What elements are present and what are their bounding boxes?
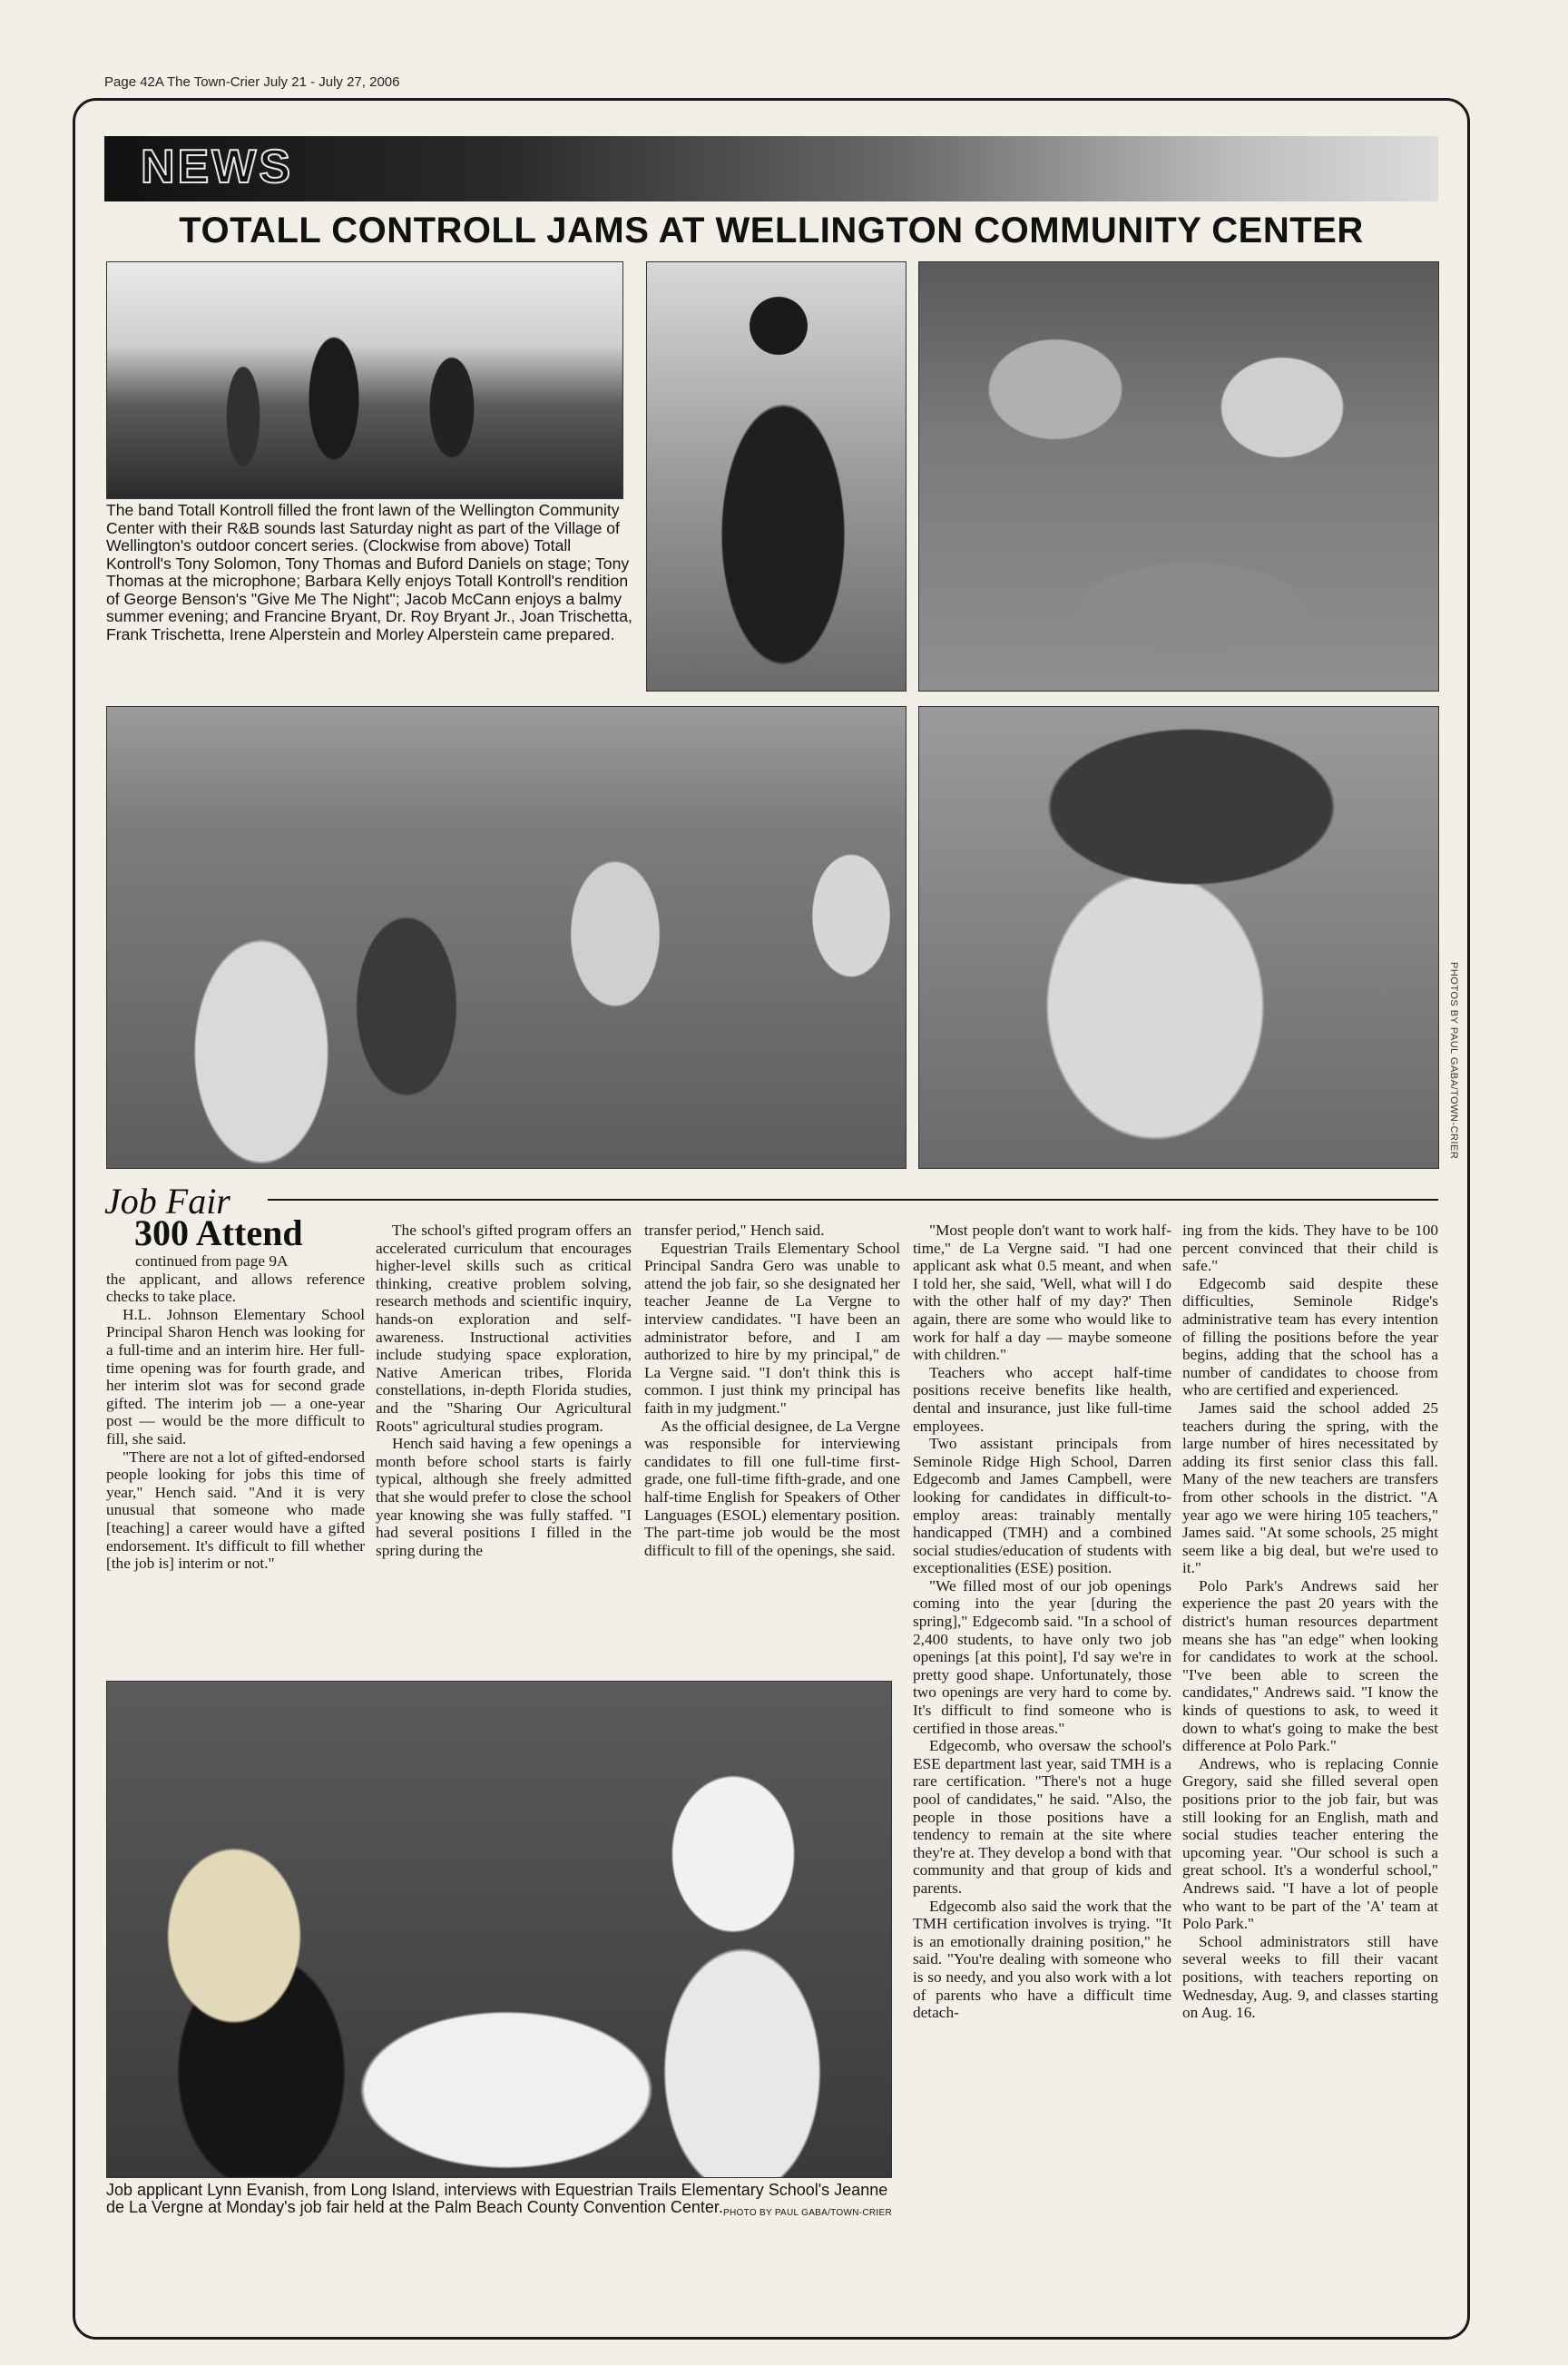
audience-lawn-chairs-photo — [918, 261, 1439, 692]
paragraph: "We filled most of our job openings coming into the year [during the spring]," Edgecomb said. "In a school of 2,400 students, to have only two job openings [at this point], I'd say we're in pretty good shape. Unfortunately, those two openings are very hard to come by. It's difficult to find someone who is certified in those areas." — [913, 1576, 1171, 1737]
jobfair-caption — [106, 2182, 892, 2222]
story-column-4 — [913, 1222, 1171, 2022]
story-column-2 — [376, 1222, 632, 1559]
paragraph: Equestrian Trails Elementary School Principal Sandra Gero was unable to attend the job fair, so she designated her teacher Jeanne de La Vergne to interview candidates. "I have been an administrator before, and I am authorized to hire by my principal," de La Vergne said. "I don't think this is common. I just think my principal has faith in my judgment." — [644, 1239, 900, 1417]
paragraph: H.L. Johnson Elementary School Principal Sharon Hench was looking for a full-time and an interim hire. Her full-time opening was for fourth grade, and her interim slot was for second grade gifted. The interim job — a one-year post — would be the more difficult to fill, she said. — [106, 1305, 365, 1447]
paragraph: Two assistant principals from Seminole Ridge High School, Darren Edgecomb and James Campbell, were looking for candidates in difficult-to-employ areas: trainably mentally handicapped (TMH) and a combined social studies/education of students with exceptionalities (ESE) position. — [913, 1435, 1171, 1577]
paragraph: Edgecomb said despite these difficulties, Seminole Ridge's administrative team has every intention of filling the positions before the year begins, adding that the school has a number of candidates to choose from who are certified and experienced. — [1182, 1274, 1438, 1399]
singer-at-microphone-photo — [646, 261, 906, 692]
paragraph: As the official designee, de La Vergne was responsible for interviewing candidates to fill one full-time first-grade, one full-time fifth-grade, and one half-time English for Speakers of Other Languages (ESOL) elementary position. The part-time job would be the most difficult to fill of the openings, she said. — [644, 1417, 900, 1559]
headline: TOTALL CONTROLL JAMS AT WELLINGTON COMMUNITY CENTER — [179, 211, 1364, 250]
paragraph: "There are not a lot of gifted-endorsed people looking for jobs this time of year," Hench said. "And it is very unusual that someone who made [teaching] a career would have a gifted endorsement. It's difficult to fill whether [the job is] interim or not." — [106, 1447, 365, 1573]
paragraph: Teachers who accept half-time positions receive benefits like health, dental and insurance, just like full-time employees. — [913, 1363, 1171, 1435]
paragraph: Edgecomb, who oversaw the school's ESE department last year, said TMH is a rare certification. "There's not a huge pool of candidates," he said. "Also, the people in those positions have a tendency to remain at the site where they're at. They develop a bond with that community and that group of kids and parents. — [913, 1737, 1171, 1897]
paragraph: The school's gifted program offers an accelerated curriculum that encourages higher-level skills such as critical thinking, creative problem solving, research methods and scientific inquiry, hands-on exploration and self-awareness. Instructional activities include studying space exploration, Native American tribes, Florida constellations, in-depth Florida studies, and the "Sharing Our Agricultural Roots" agricultural studies program. — [376, 1222, 632, 1435]
jobfair-photo-credit: PHOTO BY PAUL GABA/TOWN-CRIER — [723, 2208, 892, 2218]
paragraph: Polo Park's Andrews said her experience the past 20 years with the district's human resources department means she has "an edge" when looking for candidates to work at the school. "I've been able to screen the candidates," Andrews said. "I know the kinds of questions to ask, to weed it down to what's going to make the best difference at Polo Park." — [1182, 1576, 1438, 1755]
section-label: NEWS — [141, 141, 293, 193]
concert-photo-credit: PHOTOS BY PAUL GABA/TOWN-CRIER — [1448, 962, 1459, 1160]
paragraph: James said the school added 25 teachers during the spring, with the large number of hires necessitated by adding its first senior class this fall. Many of the new teachers are transfers from other schools in the district. "A year ago we were hiring 105 teachers," James said. "At some schools, 25 might seem like a big deal, but we're used to it." — [1182, 1398, 1438, 1577]
paragraph: "Most people don't want to work half-time," de La Vergne said. "I had one applicant ask what 0.5 meant, and when I told her, she said, 'Well, what will I do with the other half of my day?' Then again, there are some who would like to work for half a day — maybe someone with children." — [913, 1222, 1171, 1364]
paragraph: Andrews, who is replacing Connie Gregory, said she filled several open positions prior to the job fair, but was still looking for an English, math and social studies teacher entering the upcoming year. "Our school is such a great school. It's a wonderful school," Andrews said. "I have a lot of people who want to be part of the 'A' team at Polo Park." — [1182, 1754, 1438, 1933]
band-on-stage-photo — [106, 261, 623, 499]
story-column-3 — [644, 1222, 900, 1559]
kicker-rule — [268, 1199, 1438, 1201]
concert-caption: The band Totall Kontroll filled the front lawn of the Wellington Community Center with their R&B sounds last Saturday night as part of the Village of Wellington's outdoor concert series. (Clockwise from above) Totall Kontroll's Tony Solomon, Tony Thomas and Buford Daniels on stage; Tony Thomas at the microphone; Barbara Kelly enjoys Totall Kontroll's rendition of George Benson's "Give Me The Night"; Jacob McCann enjoys a balmy summer evening; and Francine Bryant, Dr. Roy Bryant Jr., Joan Trischetta, Frank Trischetta, Irene Alperstein and Morley Alperstein came prepared. — [106, 501, 632, 643]
paragraph: the applicant, and allows reference checks to take place. — [106, 1270, 365, 1306]
jump-line: continued from page 9A — [135, 1252, 289, 1270]
paragraph: transfer period," Hench said. — [644, 1222, 825, 1239]
group-seated-photo — [106, 706, 906, 1169]
story-column-5 — [1182, 1222, 1438, 2022]
child-in-hat-photo — [918, 706, 1439, 1169]
page-folio: Page 42A The Town-Crier July 21 - July 27, 2006 — [104, 74, 400, 90]
story-headline: 300 Attend — [134, 1212, 303, 1253]
story-column-1 — [106, 1252, 365, 1573]
paragraph: Edgecomb also said the work that the TMH certification involves is trying. "It is an emotionally draining position," he said. "You're dealing with someone who is so needy, and you also work with a lot of parents who have a difficult time detach- — [913, 1897, 1171, 2022]
paragraph: Hench said having a few openings a month before school starts is fairly typical, although she freely admitted that she would prefer to close the school year knowing she was fully staffed. "I had several positions I filled in the spring during the — [376, 1435, 632, 1559]
jobfair-caption-text: Job applicant Lynn Evanish, from Long Island, interviews with Equestrian Trails Elementary School's Jeanne de La Vergne at Monday's job fair held at the Palm Beach County Convention Center. — [106, 2181, 888, 2216]
section-banner — [104, 136, 1438, 201]
paragraph: School administrators still have several weeks to fill their vacant positions, with teachers reporting on Wednesday, Aug. 9, and classes starting on Aug. 16. — [1182, 1932, 1438, 2022]
paragraph: ing from the kids. They have to be 100 percent convinced that their child is safe." — [1182, 1222, 1438, 1275]
story-kicker: Job Fair — [104, 1181, 230, 1222]
job-interview-photo — [106, 1681, 892, 2178]
